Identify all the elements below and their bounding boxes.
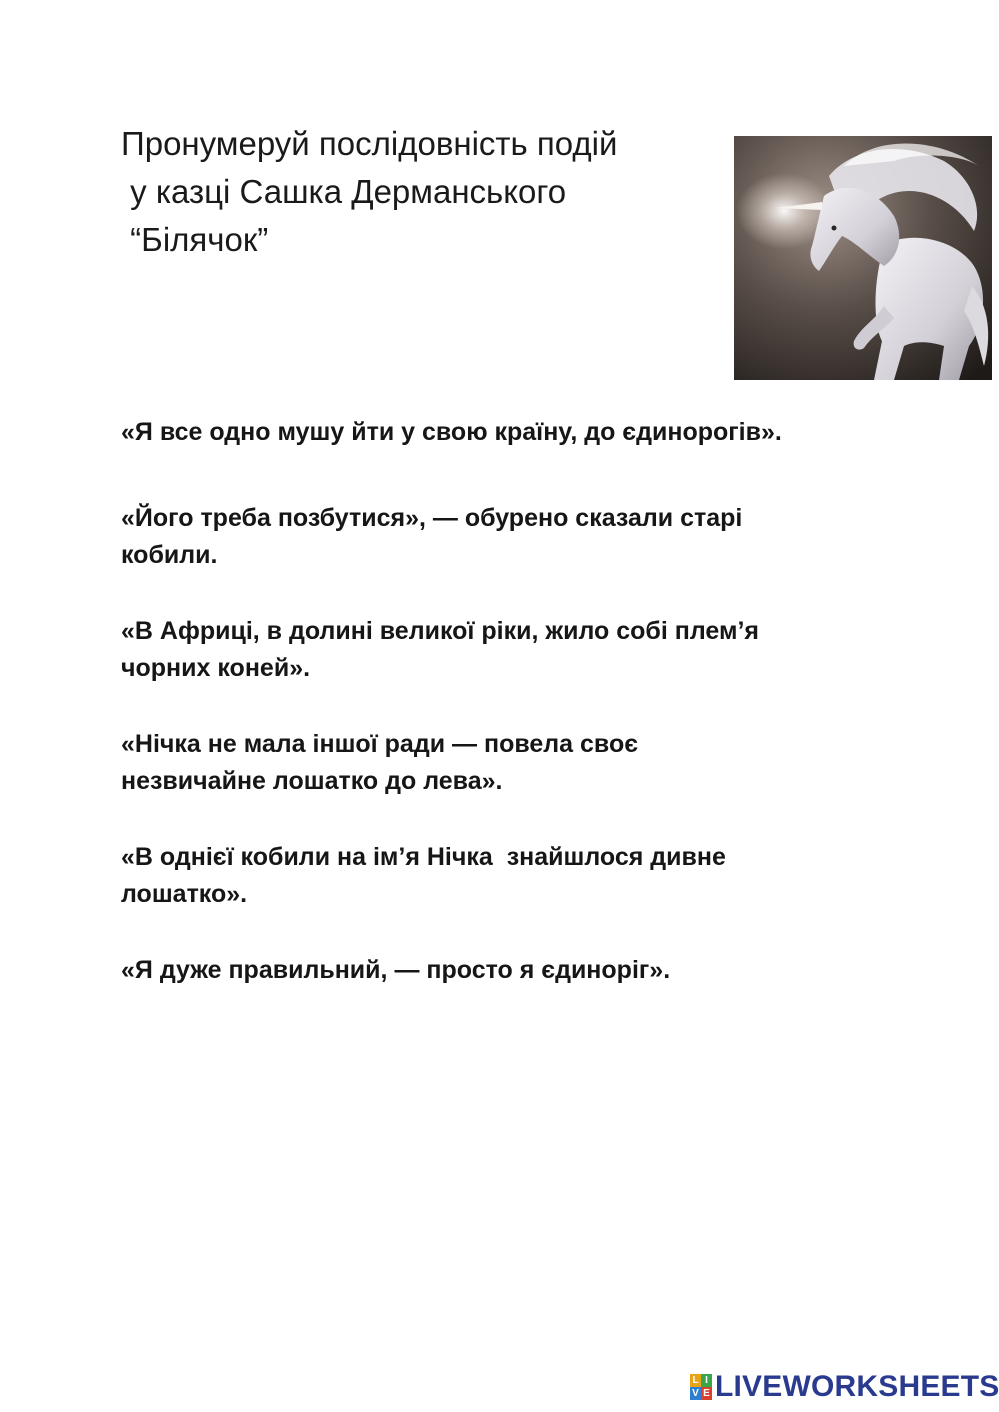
liveworksheets-logo-icon: L I V E <box>690 1374 712 1400</box>
title-line-3: “Білячок” <box>121 221 269 258</box>
liveworksheets-brand-text: LIVEWORKSHEETS <box>715 1370 999 1403</box>
event-quote-5: «В однієї кобили на ім’я Нічка знайшлося дивне лошатко». <box>121 843 726 908</box>
event-quote-6: «Я дуже правильний, — просто я єдиноріг». <box>121 956 671 984</box>
event-quote-3: «В Африці, в долині великої ріки, жило собі плем’я чорних коней». <box>121 617 759 682</box>
title-line-2: у казці Сашка Дерманського <box>121 173 567 210</box>
event-quote-4: «Нічка не мала іншої ради — повела своє незвичайне лошатко до лева». <box>121 730 639 795</box>
title-line-1: Пронумеруй послідовність подій <box>121 125 618 162</box>
liveworksheets-footer[interactable] <box>690 1370 999 1404</box>
worksheet-title <box>121 120 721 264</box>
event-quote-2: «Його треба позбутися», — обурено сказали старі кобили. <box>121 504 743 569</box>
event-quote-1: «Я все одно мушу йти у свою країну, до єдинорогів». <box>121 418 782 446</box>
unicorn-image <box>734 136 992 380</box>
